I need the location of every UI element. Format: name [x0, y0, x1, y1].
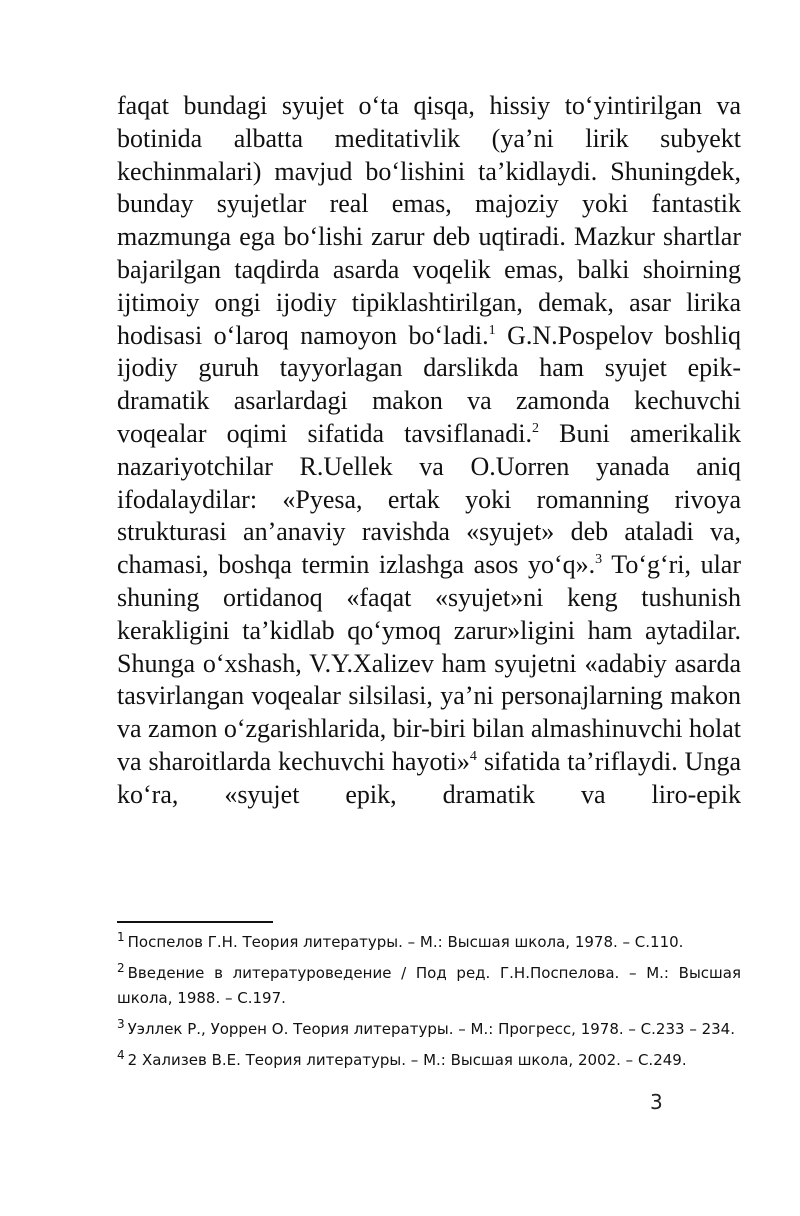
footnotes — [117, 930, 741, 1079]
footnote-text: 2 Хализев В.Е. Теория литературы. – М.: Высшая школа, 2002. – С.249. — [127, 1051, 687, 1069]
body-paragraph — [117, 90, 741, 812]
page-number: 3 — [650, 1090, 663, 1114]
footnote-2 — [117, 961, 741, 1011]
footnote-ref-1[interactable]: 1 — [488, 322, 496, 338]
footnote-1 — [117, 930, 741, 955]
footnote-number: 1 — [117, 930, 125, 944]
paragraph-text: sifatida ta’riflaydi. Unga ko‘ra, «syujet epik, dramatik va liro-epik — [117, 746, 741, 809]
paragraph-text: faqat bundagi syujet o‘ta qisqa, hissiy to‘yintirilgan va botinida albatta meditativlik (ya’ni lirik subyekt kechinmalari) mavjud bo‘lishini ta’kidlaydi. Shuningdek, bunday syujetlar real emas, majoziy yoki fantastik mazmunga ega bo‘lishi zarur deb uqtiradi. Mazkur shartlar bajarilgan taqdirda asarda voqelik emas, balki shoirning ijtimoiy ongi ijodiy tipiklashtirilgan, demak, asar lirika hodisasi o‘laroq namoyon bo‘ladi. — [117, 91, 741, 350]
paragraph-text: Buni amerikalik nazariyotchilar R.Uellek va O.Uorren yanada aniq ifodalaydilar: «Pyesa, ertak yoki romanning rivoya strukturasi an’anaviy ravishda «syujet» deb ataladi va, chamasi, boshqa termin izlashga asos yo‘q». — [117, 418, 741, 580]
footnote-ref-3[interactable]: 3 — [595, 552, 603, 568]
footnote-number: 2 — [117, 961, 125, 975]
footnote-separator — [117, 921, 273, 923]
footnote-ref-4[interactable]: 4 — [469, 748, 477, 764]
footnote-number: 4 — [117, 1048, 125, 1062]
paragraph-text: To‘g‘ri, ular shuning ortidanoq «faqat «syujet»ni keng tushunish kerakligini ta’kidlab qo‘ymoq zarur»ligini ham aytadilar. Shunga o‘xshash, V.Y.Xalizev ham syujetni «adabiy asarda tasvirlangan voqealar silsilasi, ya’ni personajlarning makon va zamon o‘zgarishlarida, bir-biri bilan almashinuvchi holat va sharoitlarda kechuvchi hayoti» — [117, 550, 741, 776]
footnote-3 — [117, 1017, 741, 1042]
footnote-text: Уэллек Р., Уоррен О. Теория литературы. – М.: Прогресс, 1978. – С.233 – 234. — [127, 1020, 735, 1038]
footnote-number: 3 — [117, 1017, 125, 1031]
paragraph-text: G.N.Pospelov boshliq ijodiy guruh tayyorlagan darslikda ham syujet epik-dramatik asarlardagi makon va zamonda kechuvchi voqealar oqimi sifatida tavsiflanadi. — [117, 320, 741, 448]
footnote-text: Поспелов Г.Н. Теория литературы. – М.: Высшая школа, 1978. – С.110. — [127, 933, 684, 951]
footnote-ref-2[interactable]: 2 — [531, 420, 539, 436]
footnote-4 — [117, 1048, 741, 1073]
footnote-text: Введение в литературоведение / Под ред. Г.Н.Поспелова. – М.: Высшая школа, 1988. – С.197. — [117, 964, 741, 1007]
